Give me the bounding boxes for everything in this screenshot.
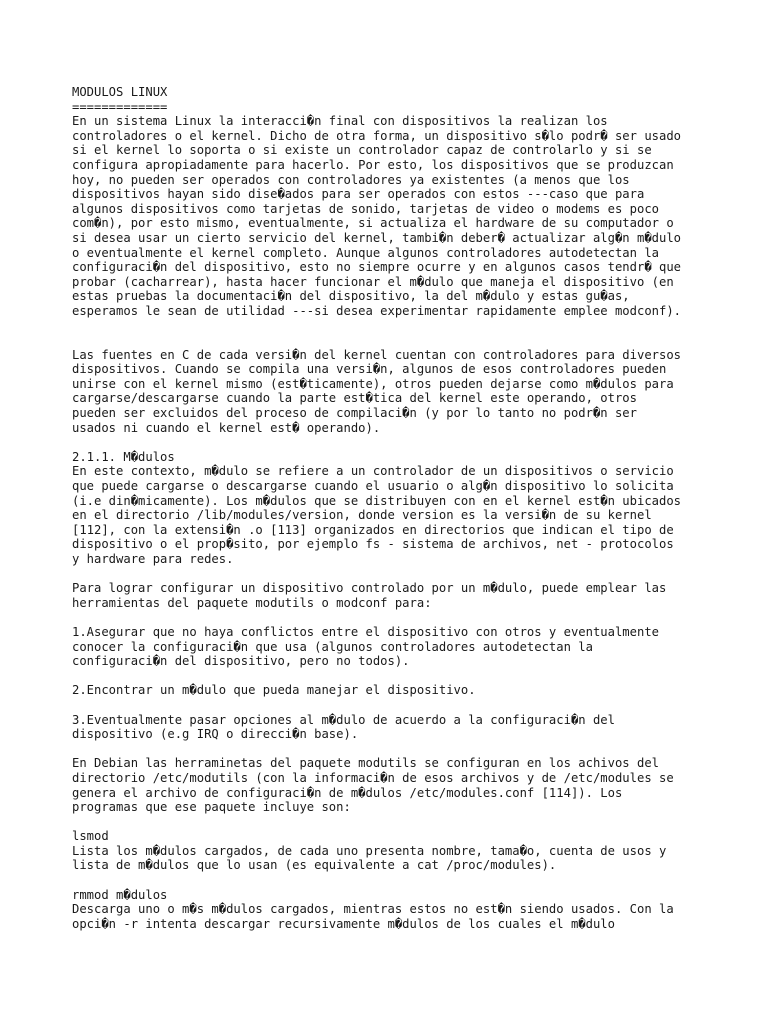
text-line: opci�n -r intenta descargar recursivamente m�dulos de los cuales el m�dulo: [72, 916, 615, 931]
text-line: Descarga uno o m�s m�dulos cargados, mientras estos no est�n siendo usados. Con la: [72, 902, 674, 917]
text-line: configura apropiadamente para hacerlo. Por esto, los dispositivos que se produzcan: [72, 157, 674, 172]
text-line: directorio /etc/modutils (con la informaci�n de esos archivos y de /etc/modules se: [72, 770, 674, 785]
text-line: [72, 669, 732, 684]
text-line: usados ni cuando el kernel est� operando).: [72, 420, 381, 435]
text-line: en el directorio /lib/modules/version, donde version es la versi�n de su kernel: [72, 508, 652, 523]
text-line: En este contexto, m�dulo se refiere a un controlador de un dispositivos o servicio: [72, 464, 674, 479]
text-line: algunos dispositivos como tarjetas de sonido, tarjetas de video o modems es poco: [72, 201, 659, 216]
text-line: si el kernel lo soporta o si existe un controlador capaz de controlarlo y si se: [72, 143, 652, 158]
text-line: que puede cargarse o descargarse cuando el usuario o alg�n dispositivo lo solicita: [72, 479, 674, 494]
text-line: conocer la configuraci�n que usa (algunos controladores autodetectan la: [72, 639, 593, 654]
text-line: configuraci�n del dispositivo, esto no siempre ocurre y en algunos casos tendr� que: [72, 260, 682, 275]
text-line: programas que ese paquete incluye son:: [72, 800, 351, 815]
text-line: 2.1.1. M�dulos: [72, 449, 175, 464]
text-line: lista de m�dulos que lo usan (es equivalente a cat /proc/modules).: [72, 858, 557, 873]
text-line: Las fuentes en C de cada versi�n del kernel cuentan con controladores para diversos: [72, 347, 682, 362]
text-line: dispositivo (e.g IRQ o direcci�n base).: [72, 727, 359, 742]
text-line: dispositivo o el prop�sito, por ejemplo fs - sistema de archivos, net - protocolos: [72, 537, 674, 552]
text-line: (i.e din�micamente). Los m�dulos que se distribuyen con en el kernel est�n ubicados: [72, 493, 682, 508]
text-line: [112], con la extensi�n .o [113] organizados en directorios que indican el tipo de: [72, 522, 674, 537]
text-line: dispositivos hayan sido dise�ados para ser operados con estos ---caso que para: [72, 187, 645, 202]
text-line: En un sistema Linux la interacci�n final con dispositivos la realizan los: [72, 114, 608, 129]
text-line: [72, 873, 732, 888]
text-line: pueden ser excluidos del proceso de compilaci�n (y por lo tanto no podr�n ser: [72, 406, 637, 421]
text-line: probar (cacharrear), hasta hacer funcionar el m�dulo que maneja el dispositivo (en: [72, 274, 674, 289]
text-line: 2.Encontrar un m�dulo que pueda manejar el dispositivo.: [72, 683, 476, 698]
text-line: dispositivos. Cuando se compila una versi�n, algunos de esos controladores pueden: [72, 362, 667, 377]
text-line: y hardware para redes.: [72, 552, 234, 566]
text-line: o eventualmente el kernel completo. Aunque algunos controladores autodetectan la: [72, 245, 659, 260]
text-line: [72, 567, 732, 582]
text-line: cargarse/descargarse cuando la parte est�tica del kernel este operando, otros: [72, 391, 637, 406]
text-line: 3.Eventualmente pasar opciones al m�dulo de acuerdo a la configuraci�n del: [72, 712, 615, 727]
text-line: En Debian las herraminetas del paquete modutils se configuran en los achivos del: [72, 756, 659, 771]
text-line: MODULOS LINUX: [72, 85, 168, 99]
text-line: [72, 333, 732, 348]
text-line: com�n), por esto mismo, eventualmente, si actualiza el hardware de su computador o: [72, 216, 674, 231]
text-line: Lista los m�dulos cargados, de cada uno presenta nombre, tama�o, cuenta de usos y: [72, 843, 667, 858]
text-line: [72, 742, 732, 757]
text-line: si desea usar un cierto servicio del kernel, tambi�n deber� actualizar alg�n m�dulo: [72, 230, 682, 245]
text-line: configuraci�n del dispositivo, pero no todos).: [72, 654, 410, 669]
text-line: [72, 610, 732, 625]
text-line: controladores o el kernel. Dicho de otra forma, un dispositivo s�lo podr� ser usado: [72, 128, 682, 143]
text-line: herramientas del paquete modutils o modconf para:: [72, 595, 432, 610]
text-line: lsmod: [72, 829, 109, 844]
text-line: [72, 698, 732, 713]
text-line: genera el archivo de configuraci�n de m�dulos /etc/modules.conf [114]). Los: [72, 785, 623, 800]
text-line: =============: [72, 99, 168, 114]
text-line: unirse con el kernel mismo (est�ticamente), otros pueden dejarse como m�dulos para: [72, 376, 674, 391]
text-line: estas pruebas la documentaci�n del dispositivo, la del m�dulo y estas gu�as,: [72, 289, 630, 304]
text-line: 1.Asegurar que no haya conflictos entre el dispositivo con otros y eventualmente: [72, 624, 659, 639]
text-line: rmmod m�dulos: [72, 887, 168, 902]
text-line: hoy, no pueden ser operados con controladores ya existentes (a menos que los: [72, 172, 630, 187]
text-line: [72, 319, 732, 334]
text-line: Para lograr configurar un dispositivo controlado por un m�dulo, puede emplear las: [72, 581, 667, 596]
text-line: [72, 815, 732, 830]
text-line: [72, 435, 732, 450]
text-line: esperamos le sean de utilidad ---si desea experimentar rapidamente emplee modconf).: [72, 303, 682, 318]
document-page: [72, 85, 732, 931]
